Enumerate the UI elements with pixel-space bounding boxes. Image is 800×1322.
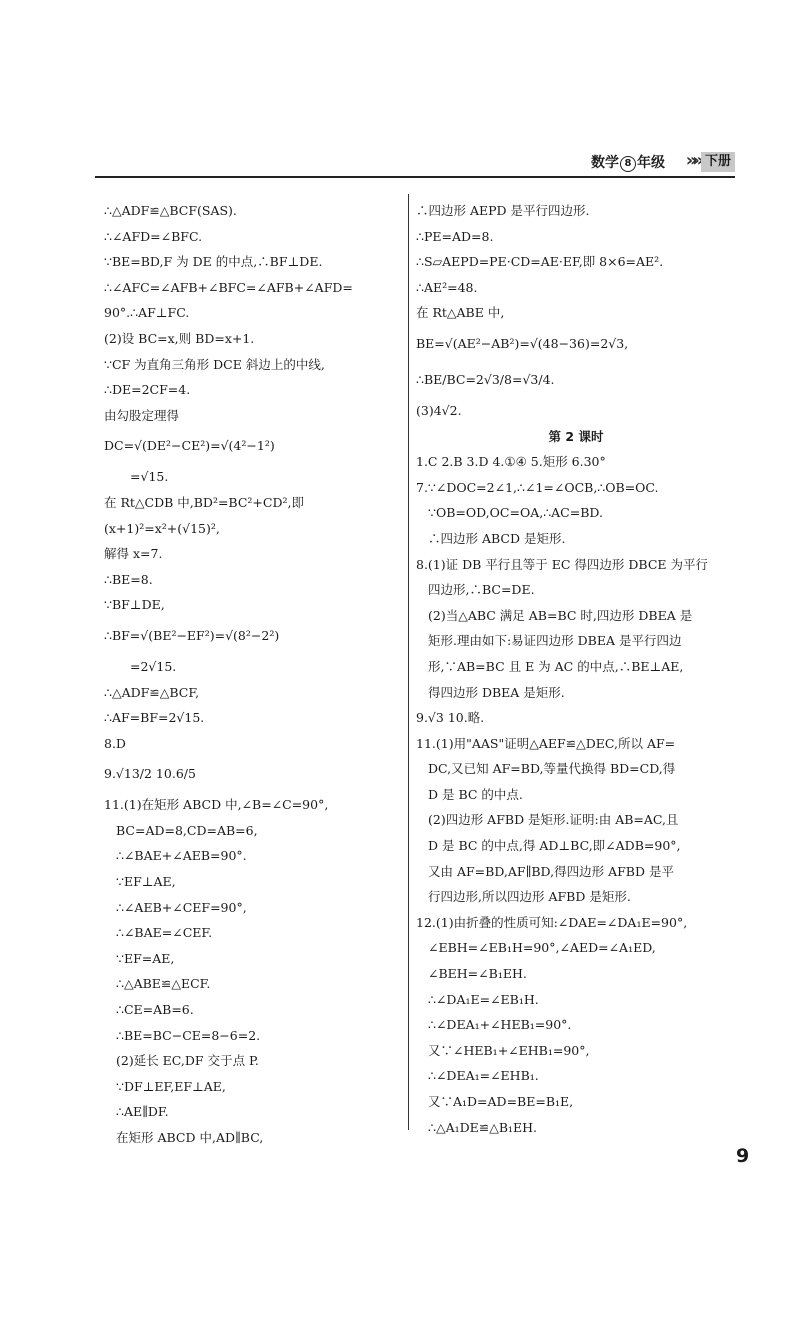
- subject: 数学: [591, 155, 619, 171]
- text-line: 又∵A₁D=AD=BE=B₁E,: [428, 1094, 574, 1109]
- text-line: D 是 BC 的中点.: [428, 786, 523, 802]
- text-line: 11.(1)在矩形 ABCD 中,∠B=∠C=90°,: [104, 797, 329, 813]
- text-line: ∴∠AFD=∠BFC.: [104, 228, 203, 244]
- text-line: 1.C 2.B 3.D 4.①④ 5.矩形 6.30°: [416, 454, 606, 470]
- text-line: ∴BE/BC=2√3/8=√3/4.: [416, 371, 555, 387]
- text-line: ∴△ADF≌△BCF(SAS).: [104, 203, 237, 218]
- text-line: DC,又已知 AF=BD,等量代换得 BD=CD,得: [428, 761, 676, 777]
- text-line: ∠EBH=∠EB₁H=90°,∠AED=∠A₁ED,: [428, 940, 656, 956]
- text-line: 8.(1)证 DB 平行且等于 EC 得四边形 DBCE 为平行: [416, 556, 708, 572]
- text-line: 9.√13/2 10.6/5: [104, 766, 196, 782]
- text-line: ∴∠BAE+∠AEB=90°.: [116, 848, 247, 864]
- text-line: ∴AE²=48.: [416, 279, 478, 295]
- text-line: ∴BE=8.: [104, 571, 153, 587]
- text-line: 矩形.理由如下:易证四边形 DBEA 是平行四边: [428, 633, 682, 649]
- text-line: 90°.∴AF⊥FC.: [104, 305, 190, 321]
- text-line: (2)四边形 AFBD 是矩形.证明:由 AB=AC,且: [428, 812, 679, 828]
- text-line: BC=AD=8,CD=AB=6,: [116, 822, 258, 838]
- text-line: (2)延长 EC,DF 交于点 P.: [116, 1053, 259, 1069]
- text-line: ∴CE=AB=6.: [116, 1002, 194, 1018]
- text-line: D 是 BC 的中点,得 AD⊥BC,即∠ADB=90°,: [428, 838, 681, 854]
- section-heading: 第 2 课时: [548, 428, 604, 444]
- text-line: (3)4√2.: [416, 402, 462, 418]
- text-line: BE=√(AE²−AB²)=√(48−36)=2√3,: [416, 335, 629, 351]
- text-line: (x+1)²=x²+(√15)²,: [104, 520, 220, 536]
- text-line: ∠BEH=∠B₁EH.: [428, 966, 527, 982]
- text-line: ∴AF=BF=2√15.: [104, 710, 205, 726]
- text-line: ∴AE∥DF.: [116, 1104, 169, 1120]
- grade-suffix: 年级: [637, 155, 665, 171]
- right-column: [416, 198, 736, 1140]
- text-line: ∴DE=2CF=4.: [104, 382, 191, 398]
- chevron-icon: »»: [685, 150, 699, 171]
- text-line: 行四边形,所以四边形 AFBD 是矩形.: [428, 889, 631, 905]
- text-line: 形,∵AB=BC 且 E 为 AC 的中点,∴BE⊥AE,: [428, 658, 684, 674]
- left-column: [104, 198, 400, 1151]
- text-line: ∴四边形 AEPD 是平行四边形.: [416, 203, 590, 218]
- text-line: 9.√3 10.略.: [416, 710, 485, 726]
- text-line: 在 Rt△CDB 中,BD²=BC²+CD²,即: [104, 494, 304, 510]
- text-line: ∵DF⊥EF,EF⊥AE,: [116, 1078, 226, 1094]
- text-line: 又由 AF=BD,AF∥BD,得四边形 AFBD 是平: [428, 863, 674, 879]
- text-line: ∴∠BAE=∠CEF.: [116, 925, 213, 941]
- text-line: ∴△ADF≌△BCF,: [104, 684, 200, 700]
- text-line: DC=√(DE²−CE²)=√(4²−1²): [104, 438, 275, 454]
- text-line: 7.∵∠DOC=2∠1,∴∠1=∠OCB,∴OB=OC.: [416, 479, 659, 495]
- text-line: (2)当△ABC 满足 AB=BC 时,四边形 DBEA 是: [428, 607, 693, 623]
- text-line: 由勾股定理得: [104, 407, 180, 423]
- text-line: ∵OB=OD,OC=OA,∴AC=BD.: [428, 505, 603, 521]
- text-line: ∴BE=BC−CE=8−6=2.: [116, 1027, 261, 1043]
- text-line: =2√15.: [130, 658, 177, 674]
- text-line: ∴PE=AD=8.: [416, 228, 494, 244]
- page-number: 9: [736, 1145, 750, 1167]
- text-line: 解得 x=7.: [104, 546, 163, 562]
- page-header: [95, 150, 735, 178]
- column-divider: [408, 194, 409, 1130]
- text-line: ∴△ABE≌△ECF.: [116, 976, 211, 992]
- text-line: ∵EF⊥AE,: [116, 874, 176, 890]
- text-line: =√15.: [130, 469, 169, 485]
- text-line: 得四边形 DBEA 是矩形.: [428, 684, 565, 700]
- text-line: ∴∠AEB+∠CEF=90°,: [116, 899, 247, 915]
- text-line: ∵BF⊥DE,: [104, 597, 165, 613]
- text-line: ∵BE=BD,F 为 DE 的中点,∴BF⊥DE.: [104, 254, 323, 270]
- text-line: 8.D: [104, 735, 126, 751]
- text-line: 又∵∠HEB₁+∠EHB₁=90°,: [428, 1042, 590, 1058]
- text-line: 在矩形 ABCD 中,AD∥BC,: [116, 1130, 264, 1145]
- text-line: ∵CF 为直角三角形 DCE 斜边上的中线,: [104, 356, 325, 372]
- text-line: ∴∠DEA₁=∠EHB₁.: [428, 1068, 539, 1084]
- grade-badge: 8: [620, 156, 636, 172]
- text-line: (2)设 BC=x,则 BD=x+1.: [104, 330, 255, 346]
- text-line: ∴BF=√(BE²−EF²)=√(8²−2²): [104, 627, 280, 643]
- volume-label: 下册: [701, 152, 735, 172]
- text-line: ∴∠DA₁E=∠EB₁H.: [428, 991, 539, 1007]
- text-line: ∴∠DEA₁+∠HEB₁=90°.: [428, 1017, 572, 1033]
- text-line: ∵EF=AE,: [116, 950, 175, 966]
- text-line: 在 Rt△ABE 中,: [416, 305, 505, 321]
- text-line: ∴∠AFC=∠AFB+∠BFC=∠AFB+∠AFD=: [104, 279, 353, 295]
- text-line: ∴△A₁DE≌△B₁EH.: [428, 1119, 538, 1135]
- text-line: 四边形,∴BC=DE.: [428, 582, 535, 598]
- text-line: ∴S▱AEPD=PE·CD=AE·EF,即 8×6=AE².: [416, 254, 664, 270]
- text-line: 11.(1)用"AAS"证明△AEF≌△DEC,所以 AF=: [416, 735, 676, 751]
- header-title: [591, 152, 665, 172]
- text-line: 12.(1)由折叠的性质可知:∠DAE=∠DA₁E=90°,: [416, 914, 688, 930]
- text-line: ∴四边形 ABCD 是矩形.: [428, 530, 566, 546]
